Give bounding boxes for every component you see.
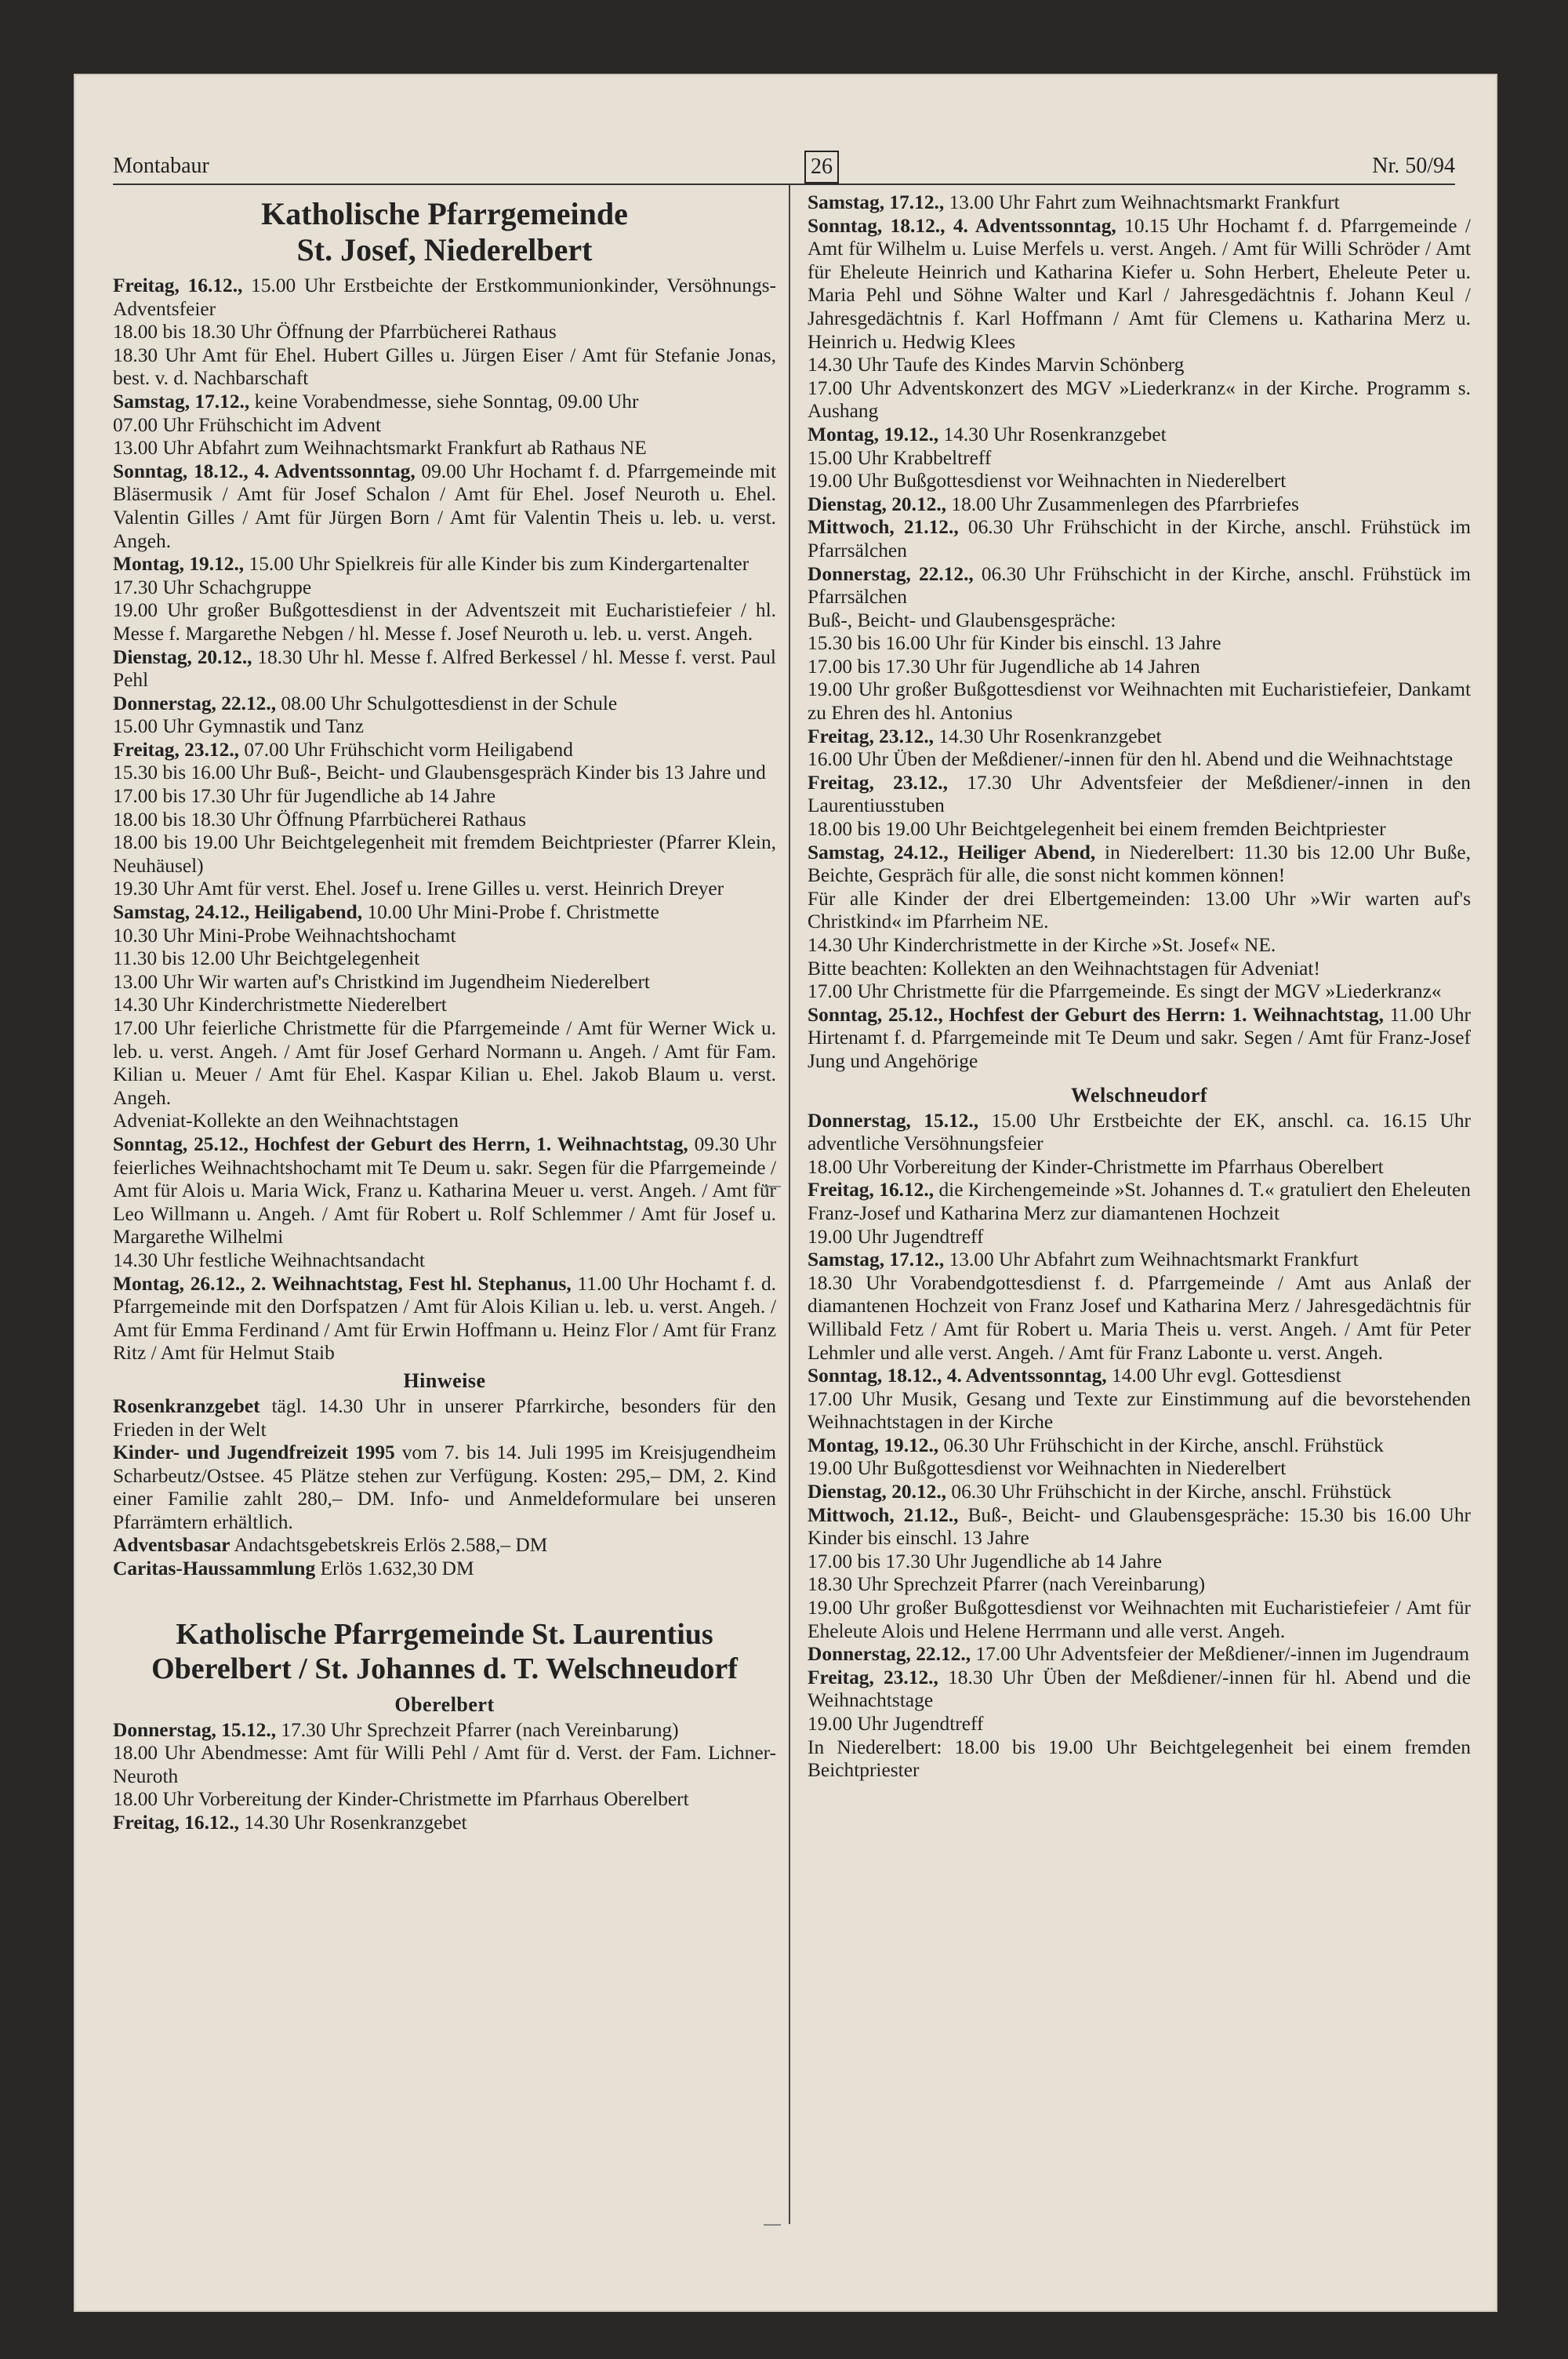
schedule-entry (113, 1812, 776, 1835)
schedule-entry (808, 1736, 1471, 1783)
entry-text: 13.00 Uhr Wir warten auf's Christkind im Jugendheim Niederelbert (113, 970, 650, 993)
entry-text: 09.00 Uhr Hochamt f. d. Pfarrgemeinde mit Bläsermusik / Amt für Josef Schalon / Amt für Ehel. Josef Neuroth u. Ehel. Valentin Gilles / Amt für Jürgen Born / Amt für Valentin Theis u. leb. u. verst. Angeh. (113, 460, 776, 552)
entry-text: Buß-, Beicht- und Glaubensgespräche: 15.30 bis 16.00 Uhr Kinder bis einschl. 13 Jahre (808, 1503, 1472, 1550)
column-divider (789, 185, 790, 2224)
entry-text: 19.00 Uhr großer Bußgottesdienst vor Weihnachten mit Eucharistiefeier, Dankamt zu Ehren des hl. Antonius (808, 678, 1471, 725)
welschneudorf-heading: Welschneudorf (1070, 1083, 1208, 1107)
schedule-entry (113, 971, 776, 994)
entry-date: Samstag, 17.12., (808, 1249, 945, 1271)
entry-text: 18.00 Uhr Zusammenlegen des Pfarrbriefes (946, 493, 1299, 515)
entry-text: 17.00 Uhr Adventskonzert des MGV »Liederkranz« in der Kirche. Programm s. Aushang (808, 376, 1471, 423)
schedule-entry (113, 1788, 776, 1812)
fold-mark (764, 2224, 781, 2226)
entry-text: 16.00 Uhr Üben der Meßdiener/-innen für den hl. Abend und die Weihnachtstage (808, 748, 1454, 771)
schedule-entry (113, 809, 776, 832)
schedule-entry (113, 437, 776, 460)
schedule-entry (808, 888, 1471, 934)
entry-date: Donnerstag, 15.12., (113, 1718, 277, 1741)
entry-text: Für alle Kinder der drei Elbertgemeinden: 13.00 Uhr »Wir warten auf's Christkind« im Pfarrheim NE. (808, 887, 1471, 933)
schedule-entry (808, 1434, 1471, 1458)
schedule-entry (113, 1249, 776, 1273)
schedule-entry (113, 321, 776, 344)
entry-text: 18.30 Uhr Üben der Meßdiener/-innen für hl. Abend und die Weihnachtstage (808, 1666, 1471, 1712)
entry-text: 10.00 Uhr Mini-Probe f. Christmette (362, 901, 659, 924)
entry-text: Bitte beachten: Kollekten an den Weihnachtstagen für Adveniat! (808, 957, 1320, 980)
entry-text: 17.30 Uhr Sprechzeit Pfarrer (nach Vereinbarung) (276, 1718, 679, 1741)
entry-date: Samstag, 17.12., (113, 390, 250, 413)
entry-text: 07.00 Uhr Frühschicht vorm Heiligabend (239, 738, 573, 761)
entry-text: 13.00 Uhr Abfahrt zum Weihnachtsmarkt Frankfurt (944, 1249, 1359, 1271)
entry-date: Sonntag, 18.12., 4. Adventssonntag, (808, 1365, 1107, 1387)
entry-text: 19.00 Uhr Jugendtreff (808, 1713, 984, 1735)
entry-text: 17.00 bis 17.30 Uhr für Jugendliche ab 14 Jahre (113, 785, 495, 808)
schedule-entry (808, 841, 1471, 888)
schedule-entry (808, 1643, 1471, 1667)
entry-text: 14.30 Uhr Rosenkranzgebet (938, 423, 1167, 445)
page-number: 26 (804, 151, 839, 184)
header-place: Montabaur (113, 154, 209, 178)
schedule-entry (808, 818, 1471, 841)
entry-text: 17.00 bis 17.30 Uhr Jugendliche ab 14 Jahre (808, 1550, 1163, 1572)
entry-date: Donnerstag, 22.12., (113, 692, 277, 714)
entry-text: 18.00 Uhr Abendmesse: Amt für Willi Pehl / Amt für d. Verst. der Fam. Lichner-Neuroth (113, 1742, 776, 1787)
schedule-entry (808, 980, 1471, 1004)
schedule-entry (113, 391, 776, 414)
schedule-entry (808, 493, 1471, 517)
entry-text: 14.30 Uhr festliche Weihnachtsandacht (113, 1249, 425, 1271)
schedule-entry (808, 1481, 1471, 1504)
entry-date: Sonntag, 25.12., Hochfest der Geburt des Herrn: 1. Weihnachtstag, (808, 1003, 1384, 1026)
entry-text: 11.30 bis 12.00 Uhr Beichtgelegenheit (113, 947, 420, 970)
schedule-entry (113, 646, 776, 692)
entry-text: 11.00 Uhr Hochamt f. d. Pfarrgemeinde mit den Dorfspatzen / Amt für Alois Kilian u. leb. u. verst. Angeh. / Amt für Emma Ferdinand / Amt für Erwin Hoffmann u. Heinz Flor / Amt für Franz Ritz / Amt für Helmut Staib (113, 1272, 776, 1365)
entry-text: 14.30 Uhr Kinderchristmette Niederelbert (113, 994, 447, 1016)
schedule-entry (113, 460, 776, 553)
section-title-oberelbert: Katholische Pfarrgemeinde St. Laurentius Oberelbert / St. Johannes d. T. Welschneudorf (151, 1617, 738, 1685)
entry-text: 18.00 bis 18.30 Uhr Öffnung Pfarrbücherei Rathaus (113, 808, 526, 831)
schedule-entry (808, 725, 1471, 749)
schedule-entry (808, 609, 1471, 633)
schedule-entry (113, 947, 776, 971)
entry-text: 19.00 Uhr Bußgottesdienst vor Weihnachten in Niederelbert (808, 470, 1287, 493)
schedule-list (113, 274, 776, 1365)
entry-date: Freitag, 23.12., (808, 771, 948, 794)
entry-text: 06.30 Uhr Frühschicht in der Kirche, anschl. Frühstück im Pfarrsälchen (808, 516, 1471, 562)
schedule-entry (808, 678, 1471, 725)
schedule-list (113, 1719, 776, 1835)
entry-date: Sonntag, 25.12., Hochfest der Geburt des Herrn, 1. Weihnachtstag, (113, 1132, 688, 1155)
schedule-entry (808, 215, 1471, 354)
entry-text: 19.00 Uhr Bußgottesdienst vor Weihnachten in Niederelbert (808, 1457, 1287, 1480)
schedule-entry (808, 1365, 1471, 1388)
schedule-entry (113, 1273, 776, 1365)
schedule-entry (808, 1226, 1471, 1249)
entry-text: vom 7. bis 14. Juli 1995 im Kreisjugendheim Scharbeutz/Ostsee. 45 Plätze stehen zur Verfügung. Kosten: 295,– DM, 2. Kind einer Familie zahlt 280,– DM. Info- und Anmeldeformulare bei unseren Pfarrämtern erhältlich. (113, 1441, 776, 1533)
entry-text: 18.00 bis 19.00 Uhr Beichtgelegenheit mit fremdem Beichtpriester (Pfarrer Klein, Neuhäusel) (113, 831, 776, 877)
schedule-entry (808, 1388, 1471, 1434)
issue-number: Nr. 50/94 (1372, 154, 1455, 178)
entry-text: Adveniat-Kollekte an den Weihnachtstagen (113, 1110, 459, 1132)
schedule-entry (113, 1395, 776, 1441)
entry-text: 18.30 Uhr Vorabendgottesdienst f. d. Pfarrgemeinde / Amt aus Anlaß der diamantenen Hochzeit von Franz Josef und Katharina Merz / Jahresgedächtnis für Willibald Fetz / Amt für Robert u. Maria Theis u. verst. Angeh. / Amt für Peter Lehmler und alle verst. Angeh. / Amt für Franz Labonte u. verst. Angeh. (808, 1271, 1471, 1364)
entry-text: 19.00 Uhr großer Bußgottesdienst vor Weihnachten mit Eucharistiefeier / Amt für Eheleute Alois und Helene Herrmann und alle verst. Angeh. (808, 1597, 1471, 1642)
schedule-entry (113, 1017, 776, 1110)
entry-date: Mittwoch, 21.12., (808, 516, 959, 539)
entry-date: Donnerstag, 22.12., (808, 1643, 971, 1666)
entry-date: Dienstag, 20.12., (808, 493, 947, 515)
entry-text: 18.00 bis 19.00 Uhr Beichtgelegenheit bei einem fremden Beichtpriester (808, 818, 1386, 841)
schedule-list (808, 191, 1471, 1074)
entry-date: Sonntag, 18.12., 4. Adventssonntag, (113, 460, 416, 482)
entry-text: 07.00 Uhr Frühschicht im Advent (113, 413, 382, 436)
entry-date: Rosenkranzgebet (113, 1394, 260, 1417)
entry-text: 13.00 Uhr Abfahrt zum Weihnachtsmarkt Frankfurt ab Rathaus NE (113, 437, 647, 460)
schedule-entry (808, 423, 1471, 447)
entry-date: Dienstag, 20.12., (808, 1481, 947, 1503)
schedule-entry (113, 715, 776, 739)
schedule-entry (113, 1534, 776, 1558)
hinweise-heading: Hinweise (403, 1369, 486, 1392)
schedule-entry (808, 1573, 1471, 1597)
entry-date: Montag, 19.12., (113, 553, 245, 576)
schedule-entry (808, 1457, 1471, 1481)
schedule-entry (808, 1550, 1471, 1574)
entry-text: 06.30 Uhr Frühschicht in der Kirche, anschl. Frühstück (938, 1434, 1384, 1456)
schedule-entry (113, 344, 776, 391)
entry-text: 15.30 bis 16.00 Uhr für Kinder bis einschl. 13 Jahre (808, 632, 1221, 655)
schedule-entry (113, 414, 776, 438)
entry-text: 08.00 Uhr Schulgottesdienst in der Schule (276, 692, 618, 714)
entry-date: Freitag, 16.12., (113, 274, 243, 296)
entry-text: 18.00 Uhr Vorbereitung der Kinder-Christmette im Pfarrhaus Oberelbert (808, 1155, 1384, 1178)
schedule-entry (808, 563, 1471, 609)
entry-text: 17.00 Uhr Christmette für die Pfarrgemeinde. Es singt der MGV »Liederkranz« (808, 980, 1442, 1003)
entry-date: Adventsbasar (113, 1534, 230, 1557)
entry-date: Mittwoch, 21.12., (808, 1503, 959, 1526)
page-header (113, 151, 1455, 185)
entry-text: 15.00 Uhr Erstbeichte der EK, anschl. ca. 16.15 Uhr adventliche Versöhnungsfeier (808, 1109, 1471, 1155)
schedule-entry (808, 1249, 1471, 1272)
entry-text: 14.30 Uhr Rosenkranzgebet (239, 1812, 467, 1834)
entry-date: Samstag, 17.12., (808, 191, 945, 213)
entry-text: 17.00 bis 17.30 Uhr für Jugendliche ab 14 Jahren (808, 655, 1200, 678)
left-column (113, 191, 776, 1835)
schedule-entry (113, 692, 776, 716)
schedule-entry (808, 1713, 1471, 1736)
entry-text: 13.00 Uhr Fahrt zum Weihnachtsmarkt Frankfurt (944, 191, 1340, 213)
schedule-entry (113, 1742, 776, 1788)
entry-date: Donnerstag, 22.12., (808, 562, 974, 585)
schedule-entry (113, 274, 776, 321)
schedule-entry (808, 748, 1471, 772)
schedule-entry (808, 632, 1471, 656)
schedule-entry (113, 878, 776, 901)
entry-text: 14.00 Uhr evgl. Gottesdienst (1106, 1365, 1341, 1387)
schedule-entry (113, 576, 776, 600)
entry-date: Samstag, 24.12., Heiligabend, (113, 901, 363, 924)
entry-text: 19.30 Uhr Amt für verst. Ehel. Josef u. Irene Gilles u. verst. Heinrich Dreyer (113, 878, 724, 900)
entry-text: in Niederelbert: 11.30 bis 12.00 Uhr Buße, Beichte, Gespräch für alle, die sonst nicht kommen können! (808, 841, 1471, 887)
schedule-entry (808, 470, 1471, 493)
entry-text: 06.30 Uhr Frühschicht in der Kirche, anschl. Frühstück im Pfarrsälchen (808, 562, 1472, 609)
right-column (808, 191, 1471, 1783)
schedule-entry (808, 656, 1471, 679)
schedule-entry (113, 1441, 776, 1534)
entry-text: 11.00 Uhr Hirtenamt f. d. Pfarrgemeinde mit Te Deum und sakr. Segen / Amt für Franz-Josef Jung und Angehörige (808, 1003, 1471, 1072)
entry-text: 15.00 Uhr Erstbeichte der Erstkommunionkinder, Versöhnungs- Adventsfeier (113, 274, 776, 320)
entry-text: 14.30 Uhr Taufe des Kindes Marvin Schönberg (808, 354, 1185, 376)
entry-text: 17.00 Uhr feierliche Christmette für die Pfarrgemeinde / Amt für Werner Wick u. leb. u. verst. Angeh. / Amt für Josef Gerhard Normann u. Angeh. / Amt für Fam. Kilian u. Meuer / Amt für Ehel. Kaspar Kilian u. Ehel. Jakob Blaum u. verst. Angeh. (113, 1017, 776, 1109)
entry-date: Samstag, 24.12., Heiliger Abend, (808, 841, 1096, 863)
schedule-entry (113, 739, 776, 762)
schedule-entry (808, 1004, 1471, 1074)
entry-date: Freitag, 23.12., (113, 738, 240, 761)
schedule-entry (808, 1179, 1471, 1225)
entry-date: Donnerstag, 15.12., (808, 1109, 979, 1132)
entry-text: 15.00 Uhr Gymnastik und Tanz (113, 715, 365, 738)
entry-text: die Kirchengemeinde »St. Johannes d. T.« gratuliert den Eheleuten Franz-Josef und Katharina Merz zur diamantenen Hochzeit (808, 1179, 1472, 1224)
schedule-entry (113, 785, 776, 809)
entry-text: 17.30 Uhr Adventsfeier der Meßdiener/-innen in den Laurentiusstuben (808, 771, 1471, 817)
entry-date: Montag, 26.12., 2. Weihnachtstag, Fest hl. Stephanus, (113, 1272, 572, 1295)
newspaper-page (75, 75, 1496, 2310)
entry-date: Sonntag, 18.12., 4. Adventssonntag, (808, 214, 1116, 237)
entry-date: Montag, 19.12., (808, 1434, 939, 1456)
entry-date: Freitag, 16.12., (113, 1812, 240, 1834)
entry-date: Kinder- und Jugendfreizeit 1995 (113, 1441, 395, 1464)
entry-date: Freitag, 23.12., (808, 1666, 938, 1688)
entry-text: Andachtsgebetskreis Erlös 2.588,– DM (230, 1534, 548, 1557)
entry-text: 10.15 Uhr Hochamt f. d. Pfarrgemeinde / Amt für Wilhelm u. Luise Merfels u. verst. Angeh. / Amt für Willi Schröder / Amt für Eheleute Heinrich und Katharina Kiefer u. Sohn Herbert, Eheleute Peter u. Maria Pehl und Söhne Walter und Karl / Jahresgedächtnis f. Johann Keul / Jahresgedächtnis f. Karl Hoffmann / Amt für Clemens u. Katharina Merz u. Heinrich u. Hedwig Klees (808, 214, 1471, 353)
schedule-entry (808, 516, 1471, 562)
entry-date: Caritas-Haussammlung (113, 1558, 316, 1580)
schedule-entry (113, 831, 776, 878)
schedule-entry (808, 772, 1471, 818)
entry-text: 17.30 Uhr Schachgruppe (113, 576, 312, 598)
entry-date: Montag, 19.12., (808, 423, 939, 445)
entry-text: 17.00 Uhr Musik, Gesang und Texte zur Einstimmung auf die bevorstehenden Weihnachtstagen in der Kirche (808, 1387, 1471, 1434)
entry-text: 19.00 Uhr Jugendtreff (808, 1225, 984, 1248)
schedule-entry (113, 994, 776, 1017)
schedule-entry (113, 599, 776, 645)
schedule-entry (808, 377, 1471, 423)
entry-text: 06.30 Uhr Frühschicht in der Kirche, anschl. Frühstück (946, 1481, 1392, 1503)
section-title-niederelbert: Katholische Pfarrgemeinde St. Josef, Niederelbert (261, 196, 628, 267)
schedule-entry (113, 553, 776, 576)
entry-date: Dienstag, 20.12., (113, 645, 252, 668)
notices-list (113, 1395, 776, 1581)
schedule-list (808, 1110, 1471, 1783)
schedule-entry (808, 1156, 1471, 1180)
schedule-entry (808, 1597, 1471, 1643)
entry-text: Erlös 1.632,30 DM (315, 1558, 474, 1580)
schedule-entry (113, 1558, 776, 1581)
schedule-entry (808, 1110, 1471, 1156)
entry-text: 18.30 Uhr Amt für Ehel. Hubert Gilles u. Jürgen Eiser / Amt für Stefanie Jonas, best. v. d. Nachbarschaft (113, 343, 776, 390)
schedule-entry (808, 1504, 1471, 1550)
schedule-entry (113, 1110, 776, 1133)
entry-text: tägl. 14.30 Uhr in unserer Pfarrkirche, besonders für den Frieden in der Welt (113, 1394, 776, 1441)
schedule-entry (113, 925, 776, 948)
schedule-entry (113, 1133, 776, 1249)
schedule-entry (113, 901, 776, 925)
entry-text: 15.00 Uhr Krabbeltreff (808, 446, 992, 469)
entry-text: Buß-, Beicht- und Glaubensgespräche: (808, 609, 1116, 631)
schedule-entry (808, 1667, 1471, 1713)
entry-text: 14.30 Uhr Rosenkranzgebet (934, 725, 1162, 747)
schedule-entry (113, 1719, 776, 1743)
entry-text: 09.30 Uhr feierliches Weihnachtshochamt mit Te Deum u. sakr. Segen für die Pfarrgemeinde / Amt für Alois u. Maria Wick, Franz u. Katharina Meuer u. verst. Angeh. / Amt für Leo Willmann u. Angeh. / Amt für Robert u. Rolf Schlemmer / Amt für Josef u. Margarethe Wilhelmi (113, 1132, 776, 1249)
entry-text: 18.00 Uhr Vorbereitung der Kinder-Christmette im Pfarrhaus Oberelbert (113, 1788, 689, 1811)
entry-text: 17.00 Uhr Adventsfeier der Meßdiener/-innen im Jugendraum (971, 1643, 1470, 1666)
entry-text: 15.00 Uhr Spielkreis für alle Kinder bis zum Kindergartenalter (244, 553, 750, 576)
oberelbert-heading: Oberelbert (394, 1692, 495, 1716)
entry-text: 18.00 bis 18.30 Uhr Öffnung der Pfarrbücherei Rathaus (113, 321, 557, 343)
schedule-entry (808, 191, 1471, 215)
schedule-entry (808, 447, 1471, 471)
schedule-entry (808, 354, 1471, 377)
schedule-entry (808, 958, 1471, 981)
entry-text: 18.30 Uhr hl. Messe f. Alfred Berkessel / hl. Messe f. verst. Paul Pehl (113, 645, 776, 692)
entry-text: 15.30 bis 16.00 Uhr Buß-, Beicht- und Glaubensgespräch Kinder bis 13 Jahre und (113, 761, 766, 784)
schedule-entry (808, 1272, 1471, 1365)
entry-text: 18.30 Uhr Sprechzeit Pfarrer (nach Vereinbarung) (808, 1573, 1206, 1596)
entry-date: Freitag, 23.12., (808, 725, 935, 747)
entry-text: In Niederelbert: 18.00 bis 19.00 Uhr Beichtgelegenheit bei einem fremden Beichtpriester (808, 1736, 1471, 1782)
entry-text: 10.30 Uhr Mini-Probe Weihnachtshochamt (113, 924, 456, 947)
entry-text: 19.00 Uhr großer Bußgottesdienst in der Adventszeit mit Eucharistiefeier / hl. Messe f. Margarethe Nebgen / hl. Messe f. Josef Neuroth u. leb. u. verst. Angeh. (113, 599, 776, 645)
schedule-entry (808, 934, 1471, 958)
schedule-entry (113, 761, 776, 785)
entry-date: Freitag, 16.12., (808, 1179, 935, 1201)
entry-text: 14.30 Uhr Kinderchristmette in der Kirche »St. Josef« NE. (808, 934, 1276, 956)
entry-text: keine Vorabendmesse, siehe Sonntag, 09.00 Uhr (249, 390, 639, 413)
header-rule (113, 184, 1455, 185)
